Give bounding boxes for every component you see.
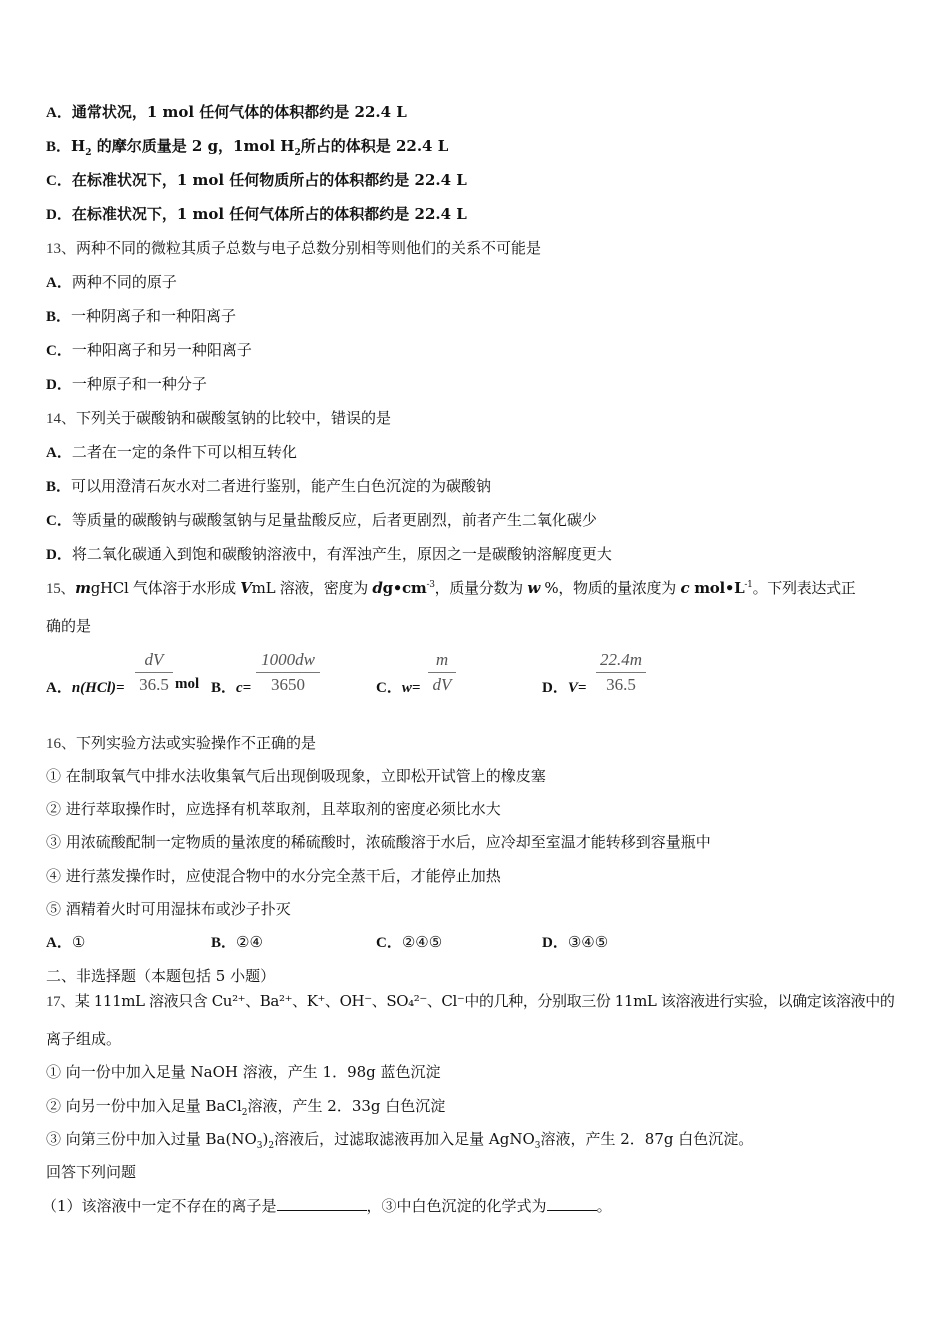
q15-option-b-fraction: 1000dw 3650 bbox=[256, 650, 320, 695]
q15-option-a-unit: mol bbox=[175, 676, 200, 692]
q15-option-c-label: C．w= bbox=[376, 680, 421, 696]
q16-option-b: B．②④ bbox=[211, 933, 263, 951]
q17-subquestion-1: （1）该溶液中一定不存在的离子是 ，③中白色沉淀的化学式为 。 bbox=[42, 1197, 612, 1215]
q16-option-a: A．① bbox=[46, 933, 86, 951]
q16-statement-3: ③ 用浓硫酸配制一定物质的量浓度的稀硫酸时，浓硫酸溶于水后，应冷却至室温才能转移到容量瓶中 bbox=[46, 833, 711, 851]
q16-stem: 16、下列实验方法或实验操作不正确的是 bbox=[46, 734, 317, 752]
q13-stem: 13、两种不同的微粒其质子总数与电子总数分别相等则他们的关系不可能是 bbox=[46, 239, 542, 257]
q13-option-b: B．一种阴离子和一种阳离子 bbox=[46, 307, 237, 325]
q14-stem: 14、下列关于碳酸钠和碳酸氢钠的比较中，错误的是 bbox=[46, 409, 392, 427]
q14-option-d: D．将二氧化碳通入到饱和碳酸钠溶液中，有浑浊产生，原因之一是碳酸钠溶解度更大 bbox=[46, 545, 612, 563]
q17-stem: 17、某 111mL 溶液只含 Cu²⁺、Ba²⁺、K⁺、OH⁻、SO₄²⁻、Cl⁻中的几种，分别取三份 11mL 该溶液进行实验，以确定该溶液中的 bbox=[46, 992, 895, 1010]
q16-statement-4: ④ 进行蒸发操作时，应使混合物中的水分完全蒸干后，才能停止加热 bbox=[46, 867, 501, 885]
q16-statement-1: ① 在制取氧气中排水法收集氧气后出现倒吸现象，立即松开试管上的橡皮塞 bbox=[46, 767, 546, 785]
q17-step-1: ① 向一份中加入足量 NaOH 溶液，产生 1．98g 蓝色沉淀 bbox=[46, 1063, 441, 1081]
q17-step-3: ③ 向第三份中加入过量 $Ba(NO_3)_2$溶液后，过滤取滤液再加入足量 AgNO$_3$溶液，产生 2．87g 白色沉淀。 bbox=[46, 1130, 754, 1151]
q12-option-b: B．$H_2$ 的摩尔质量是 2 g，1mol $H_2$所占的体积是 22.4 L bbox=[46, 137, 449, 158]
q16-statement-5: ⑤ 酒精着火时可用湿抹布或沙子扑灭 bbox=[46, 900, 291, 918]
q12-option-a: A．通常状况，1 mol 任何气体的体积都约是 22.4 L bbox=[46, 103, 407, 121]
q15-option-c-fraction: m dV bbox=[428, 650, 456, 695]
q17-stem-line2: 离子组成。 bbox=[46, 1030, 122, 1048]
q15-stem-line2: 确的是 bbox=[46, 617, 92, 635]
q15-stem: 15、mgHCl 气体溶于水形成 VmL 溶液，密度为 $dg•cm^{-3}$，质量分数为 w %，物质的量浓度为 c $mol•L^{-1}$。下列表达式正 bbox=[46, 579, 856, 597]
q16-statement-2: ② 进行萃取操作时，应选择有机萃取剂，且萃取剂的密度必须比水大 bbox=[46, 800, 501, 818]
q14-option-c: C．等质量的碳酸钠与碳酸氢钠与足量盐酸反应，后者更剧烈，前者产生二氧化碳少 bbox=[46, 511, 597, 529]
answer-blank-2[interactable] bbox=[547, 1196, 597, 1211]
q15-option-a-fraction: dV 36.5 bbox=[135, 650, 173, 695]
q12-option-d: D．在标准状况下，1 mol 任何气体所占的体积都约是 22.4 L bbox=[46, 205, 467, 223]
q16-option-c: C．②④⑤ bbox=[376, 933, 443, 951]
q13-option-a: A．两种不同的原子 bbox=[46, 273, 177, 291]
q16-option-d: D．③④⑤ bbox=[542, 933, 609, 951]
q15-option-b-label: B．c= bbox=[211, 680, 252, 696]
section-title: 二、非选择题（本题包括 5 小题） bbox=[46, 967, 276, 985]
answer-blank-1[interactable] bbox=[277, 1196, 367, 1211]
q17-prompt: 回答下列问题 bbox=[46, 1163, 137, 1181]
q15-option-d-label: D．V= bbox=[542, 680, 587, 696]
q12-option-c: C．在标准状况下，1 mol 任何物质所占的体积都约是 22.4 L bbox=[46, 171, 467, 189]
q15-option-a-label: A．n(HCl)= bbox=[46, 680, 125, 696]
q17-step-2: ② 向另一份中加入足量 BaCl$_2$溶液，产生 2．33g 白色沉淀 bbox=[46, 1097, 446, 1118]
q13-option-c: C．一种阳离子和另一种阳离子 bbox=[46, 341, 252, 359]
q14-option-a: A．二者在一定的条件下可以相互转化 bbox=[46, 443, 297, 461]
q13-option-d: D．一种原子和一种分子 bbox=[46, 375, 207, 393]
q15-option-d-fraction: 22.4m 36.5 bbox=[596, 650, 646, 695]
q14-option-b: B．可以用澄清石灰水对二者进行鉴别，能产生白色沉淀的为碳酸钠 bbox=[46, 477, 492, 495]
